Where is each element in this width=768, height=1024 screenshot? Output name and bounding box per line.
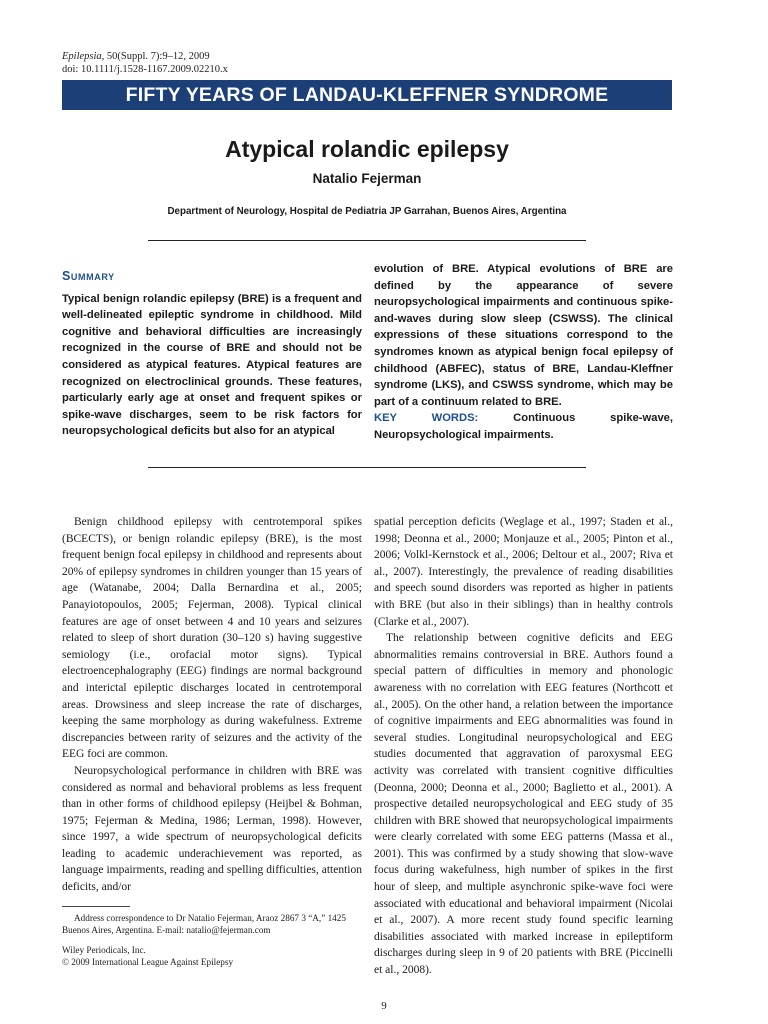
body-paragraph: Benign childhood epilepsy with centrotemporal spikes (BCECTS), or benign rolandic epilepsy (BRE), is the most frequent benign focal epilepsy in childhood and represents about 20% of epilepsy syndromes in children younger than 15 years of age (Watanabe, 2004; Dalla Bernardina et al., 2005; Panayiotopoulos, 2005; Fejerman, 2008). Typical clinical features are age of onset between 4 and 10 years and seizures related to sleep of short duration (30–120 s) having suggestive semiology (i.e., orofacial motor signs). Typical electroencephalography (EEG) findings are normal background and interictal epileptic discharges located in centrotemporal areas. Drowsiness and sleep increase the rate of discharges, keeping the same morphology as during wakefulness. Extreme discrepancies between rarity of seizures and the activity of the EEG foci are common. [62, 516, 362, 761]
summary-text-right: evolution of BRE. Atypical evolutions of BRE are defined by the appearance of severe neuropsychological impairments and continuous spike-and-waves during slow sleep (CSWSS). The clinical expressions of these situations correspond to the syndromes known as atypical benign focal epilepsy of childhood (ABFEC), status of BRE, Landau-Kleffner syndrome (LKS), and CSWSS syndrome, which may be part of a continuum related to BRE. [374, 263, 673, 408]
publisher-note: Wiley Periodicals, Inc. [62, 944, 146, 955]
summary-divider [148, 467, 586, 468]
doi[interactable]: doi: 10.1111/j.1528-1167.2009.02210.x [62, 64, 228, 75]
footnote-divider [62, 906, 130, 907]
citation-line [62, 50, 228, 63]
title-divider [148, 240, 586, 241]
keywords-text: Continuous spike-wave, Neuropsychological impairments. [374, 412, 673, 441]
series-banner: FIFTY YEARS OF LANDAU-KLEFFNER SYNDROME [62, 80, 672, 110]
summary-heading: Summary [62, 269, 115, 283]
body-left-column [62, 514, 362, 896]
article-title: Atypical rolandic epilepsy [225, 136, 509, 162]
keywords [374, 410, 673, 443]
journal-citation [62, 50, 228, 76]
page-number: 9 [381, 1000, 387, 1012]
body-paragraph: Neuropsychological performance in children with BRE was considered as normal and behavioral problems as less frequent than in other forms of childhood epilepsy (Heijbel & Bohman, 1975; Fejerman & Medina, 1986; Lerman, 1998). However, since 1997, a wide spectrum of neuropsychological deficits leading to academic underachievement was reported, as language impairments, reading and spelling difficulties, attention deficits, and/or [62, 764, 362, 894]
copyright-note: © 2009 International League Against Epilepsy [62, 957, 234, 968]
correspondence-note: Address correspondence to Dr Natalio Fejerman, Araoz 2867 3 “A,” 1425 Buenos Aires, Argentina. E-mail: natalio@fejerman.com [62, 913, 346, 936]
summary-left-column [62, 268, 362, 440]
body-right-column [374, 514, 673, 979]
body-paragraph: The relationship between cognitive deficits and EEG abnormalities remains controversial in BRE. Authors found a special pattern of difficulties in memory and phonologic awareness with no correlation with EEG features (Northcott et al., 2005). On the other hand, a relation between the importance of cognitive impairments and EEG abnormalities was found in several studies. Longitudinal neuropsychological and EEG studies documented that aggravation of paroxysmal EEG activity was correlated with transient cognitive difficulties (Deonna, 2000; Deonna et al., 2000; Baglietto et al., 2001). A prospective detailed neuropsychological and EEG study of 35 children with BRE showed that neuropsychological impairments were clearly correlated with some EEG patterns (Massa et al., 2001). This was confirmed by a study showing that slow-wave focus during wakefulness, high number of spikes in the first hour of sleep, and multiple asynchronic spike-wave foci were associated with educational and behavioral impairment (Nicolai et al., 2007). A more recent study found specific learning disabilities associated with marked increase in epileptiform discharges during sleep in 9 of 20 patients with BRE (Piccinelli et al., 2008). [374, 632, 673, 977]
author-affiliation: Department of Neurology, Hospital de Pediatria JP Garrahan, Buenos Aires, Argentina [167, 206, 567, 217]
volume-pages: , 50(Suppl. 7):9–12, 2009 [101, 51, 210, 62]
summary-right-column [374, 261, 673, 444]
footnote [62, 912, 362, 969]
body-paragraph: spatial perception deficits (Weglage et al., 1997; Staden et al., 1998; Deonna et al., 2000; Monjauze et al., 2005; Pinton et al., 2006; Volkl-Kernstock et al., 2006; Deltour et al., 2007; Riva et al., 2007). Interestingly, the prevalence of reading disabilities and speech sound disorders was reported as higher in patients with BRE (but also in their siblings) than in healthy controls (Clarke et al., 2007). [374, 516, 673, 628]
author-name: Natalio Fejerman [312, 171, 422, 186]
summary-text-left: Typical benign rolandic epilepsy (BRE) is a frequent and well-delineated epileptic syndrome in childhood. Mild cognitive and behavioral difficulties are increasingly recognized in the course of BRE and should not be considered as atypical features. Atypical features are recognized on electroclinical grounds. These features, particularly early age at onset and frequent spikes or spike-wave discharges, seem to be risk factors for neuropsychological deficits but also for an atypical [62, 292, 362, 438]
keywords-label: KEY WORDS: [374, 412, 479, 425]
journal-name: Epilepsia [62, 51, 102, 62]
